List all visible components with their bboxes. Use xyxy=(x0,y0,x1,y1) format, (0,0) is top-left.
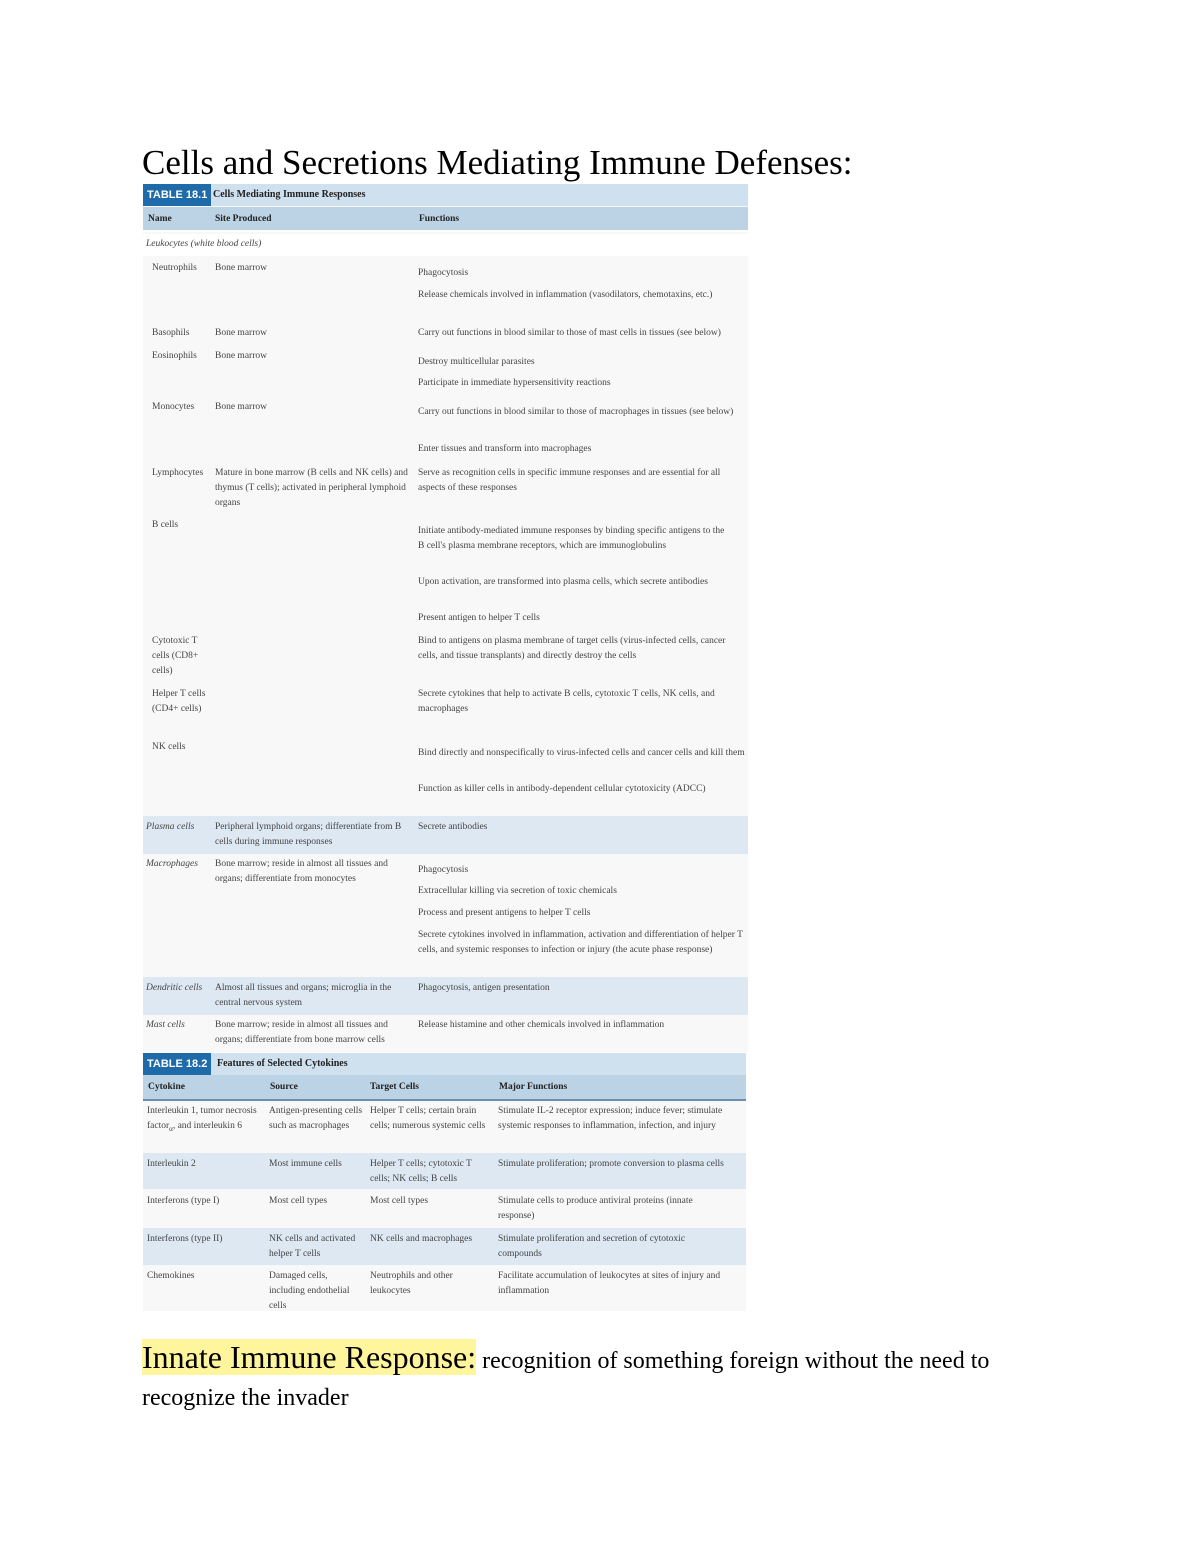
row-name-dendritic-cells: Dendritic cells xyxy=(146,983,203,993)
target-cells-cell: Neutrophils and other leukocytes xyxy=(370,1271,453,1296)
row-function-macrophages-4: Secrete cytokines involved in inflammation, activation and differentiation of helper T cells, and systemic responses to infection or injury (the acute phase response) xyxy=(418,930,743,955)
row-function-eosinophils-1: Destroy multicellular parasites xyxy=(418,357,535,367)
innate-immune-response-definition xyxy=(142,1340,1072,1418)
row-function-mast-cells-1: Release histamine and other chemicals involved in inflammation xyxy=(418,1020,665,1030)
major-functions-cell: Stimulate proliferation; promote conversion to plasma cells xyxy=(498,1159,724,1169)
row-function-basophils-1: Carry out functions in blood similar to those of mast cells in tissues (see below) xyxy=(418,328,721,338)
column-header-target-cells: Target Cells xyxy=(370,1082,419,1092)
page-title: Cells and Secretions Mediating Immune Defenses: xyxy=(142,143,853,182)
group-label: Leukocytes (white blood cells) xyxy=(146,239,262,249)
column-header-cytokine: Cytokine xyxy=(148,1082,185,1092)
cytokine-cell: Interleukin 1, tumor necrosis factor$_\alpha$, and interleukin 6 xyxy=(147,1106,257,1133)
column-header-major-functions: Major Functions xyxy=(499,1082,568,1092)
cytokine-cell: Interleukin 2 xyxy=(147,1159,196,1169)
cytokine-cell: Interferons (type I) xyxy=(147,1196,220,1206)
row-function-eosinophils-2: Participate in immediate hypersensitivity reactions xyxy=(418,378,611,388)
table-caption: Features of Selected Cytokines xyxy=(217,1058,348,1069)
source-cell: NK cells and activated helper T cells xyxy=(269,1234,356,1259)
row-name-nk-cells: NK cells xyxy=(152,742,186,752)
row-function-plasma-cells-1: Secrete antibodies xyxy=(418,822,488,832)
target-cells-cell: NK cells and macrophages xyxy=(370,1234,473,1244)
row-site-dendritic-cells: Almost all tissues and organs; microglia in the central nervous system xyxy=(215,983,392,1008)
row-function-macrophages-1: Phagocytosis xyxy=(418,865,469,875)
row-site-monocytes: Bone marrow xyxy=(215,402,267,412)
row-name-b-cells: B cells xyxy=(152,520,179,530)
row-site-mast-cells: Bone marrow; reside in almost all tissues and organs; differentiate from bone marrow cells xyxy=(215,1020,388,1045)
row-function-dendritic-cells-1: Phagocytosis, antigen presentation xyxy=(418,983,550,993)
row-name-macrophages: Macrophages xyxy=(146,859,198,869)
cytokine-cell: Chemokines xyxy=(147,1271,195,1281)
cytokine-cell: Interferons (type II) xyxy=(147,1234,223,1244)
column-header-functions: Functions xyxy=(419,214,460,224)
row-name-eosinophils: Eosinophils xyxy=(152,351,197,361)
definition-text: recognition of something foreign without the need to recognize the invader xyxy=(142,1348,990,1411)
row-name-cytotoxic-t-cells: Cytotoxic T cells (CD8+ cells) xyxy=(152,636,199,676)
row-site-eosinophils: Bone marrow xyxy=(215,351,267,361)
table-badge: TABLE 18.2 xyxy=(143,1053,211,1075)
major-functions-cell: Stimulate IL-2 receptor expression; induce fever; stimulate systemic responses to inflammation, infection, and injury xyxy=(498,1106,723,1131)
highlighted-term: Innate Immune Response: xyxy=(142,1339,477,1375)
row-function-neutrophils-2: Release chemicals involved in inflammation (vasodilators, chemotaxins, etc.) xyxy=(418,290,713,300)
table-caption: Cells Mediating Immune Responses xyxy=(213,189,366,200)
row-function-monocytes-1: Carry out functions in blood similar to those of macrophages in tissues (see below) xyxy=(418,407,734,417)
source-cell: Damaged cells, including endothelial cells xyxy=(269,1271,350,1311)
table-caption-bar xyxy=(143,1053,746,1075)
row-name-helper-t-cells: Helper T cells (CD4+ cells) xyxy=(152,689,206,714)
target-cells-cell: Helper T cells; cytotoxic T cells; NK cells; B cells xyxy=(370,1159,472,1184)
row-function-macrophages-2: Extracellular killing via secretion of toxic chemicals xyxy=(418,886,617,896)
row-site-neutrophils: Bone marrow xyxy=(215,263,267,273)
row-name-plasma-cells: Plasma cells xyxy=(146,822,195,832)
column-header-source: Source xyxy=(270,1082,298,1092)
row-site-basophils: Bone marrow xyxy=(215,328,267,338)
row-site-macrophages: Bone marrow; reside in almost all tissues and organs; differentiate from monocytes xyxy=(215,859,388,884)
row-name-neutrophils: Neutrophils xyxy=(152,263,197,273)
row-function-neutrophils-1: Phagocytosis xyxy=(418,268,469,278)
column-header-name: Name xyxy=(148,214,172,224)
source-cell: Antigen-presenting cells such as macrophages xyxy=(269,1106,363,1131)
table-header-row xyxy=(143,1075,746,1101)
row-function-b-cells-1: Initiate antibody-mediated immune responses by binding specific antigens to the B cell's plasma membrane receptors, which are immunoglobulins xyxy=(418,526,725,551)
row-function-nk-cells-1: Bind directly and nonspecifically to virus-infected cells and cancer cells and kill them xyxy=(418,748,745,758)
row-site-plasma-cells: Peripheral lymphoid organs; differentiate from B cells during immune responses xyxy=(215,822,402,847)
row-function-b-cells-3: Present antigen to helper T cells xyxy=(418,613,540,623)
row-function-helper-t-cells-1: Secrete cytokines that help to activate B cells, cytotoxic T cells, NK cells, and macrophages xyxy=(418,689,715,714)
major-functions-cell: Facilitate accumulation of leukocytes at sites of injury and inflammation xyxy=(498,1271,721,1296)
row-function-lymphocytes-1: Serve as recognition cells in specific immune responses and are essential for all aspects of these responses xyxy=(418,468,721,493)
row-function-monocytes-2: Enter tissues and transform into macrophages xyxy=(418,444,592,454)
row-name-monocytes: Monocytes xyxy=(152,402,195,412)
target-cells-cell: Helper T cells; certain brain cells; numerous systemic cells xyxy=(370,1106,486,1131)
table-18-2 xyxy=(143,1053,746,1311)
table-header-row xyxy=(143,207,748,232)
row-function-macrophages-3: Process and present antigens to helper T cells xyxy=(418,908,591,918)
source-cell: Most immune cells xyxy=(269,1159,342,1169)
row-function-cytotoxic-t-cells-1: Bind to antigens on plasma membrane of target cells (virus-infected cells, cancer cells, and tissue transplants) and directly destroy the cells xyxy=(418,636,726,661)
row-name-lymphocytes: Lymphocytes xyxy=(152,468,204,478)
row-name-basophils: Basophils xyxy=(152,328,190,338)
row-name-mast-cells: Mast cells xyxy=(146,1020,185,1030)
table-badge: TABLE 18.1 xyxy=(143,184,211,206)
row-function-b-cells-2: Upon activation, are transformed into plasma cells, which secrete antibodies xyxy=(418,577,708,587)
table-caption-bar xyxy=(143,184,748,206)
column-header-site: Site Produced xyxy=(215,214,272,224)
major-functions-cell: Stimulate proliferation and secretion of cytotoxic compounds xyxy=(498,1234,686,1259)
target-cells-cell: Most cell types xyxy=(370,1196,429,1206)
table-18-1 xyxy=(143,184,748,1052)
source-cell: Most cell types xyxy=(269,1196,328,1206)
row-function-nk-cells-2: Function as killer cells in antibody-dependent cellular cytotoxicity (ADCC) xyxy=(418,784,706,794)
major-functions-cell: Stimulate cells to produce antiviral proteins (innate response) xyxy=(498,1196,693,1221)
row-site-lymphocytes: Mature in bone marrow (B cells and NK cells) and thymus (T cells); activated in peripheral lymphoid organs xyxy=(215,468,408,508)
